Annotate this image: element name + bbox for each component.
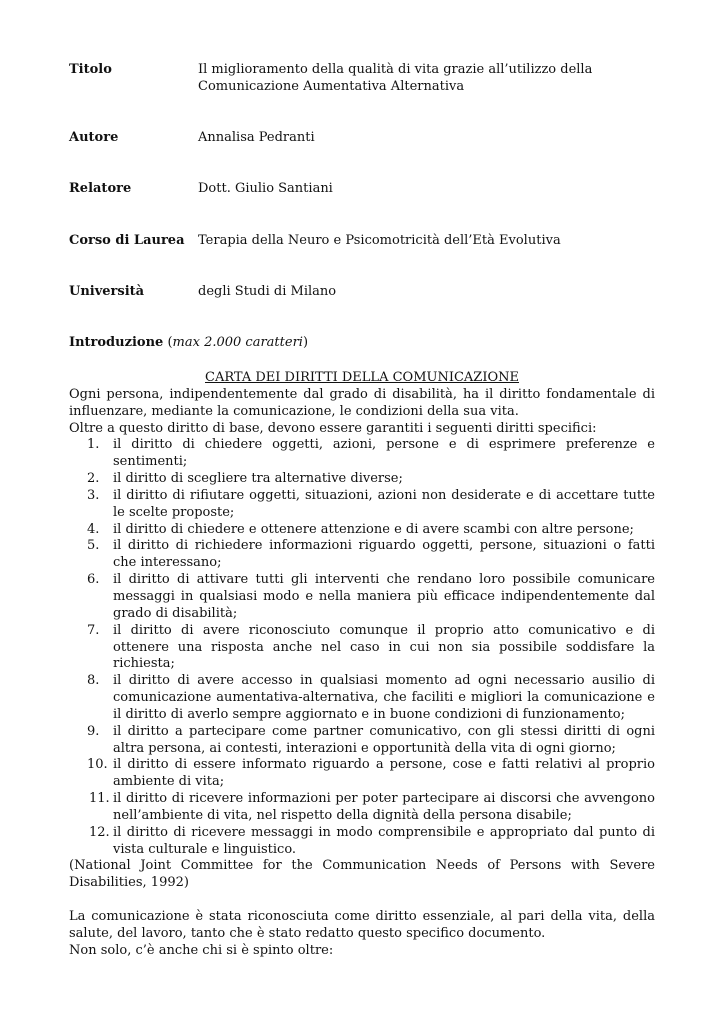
list-item-text: il diritto di avere riconosciuto comunque il proprio atto comunicativo e di ottenere una risposta anche nel caso in cui non sia possibile soddisfare la richiesta; <box>113 622 655 672</box>
list-item-number: 3. <box>87 487 100 503</box>
universita-label: Università <box>69 284 145 299</box>
list-item-text: il diritto di chiedere e ottenere attenzione e di avere scambi con altre persone; <box>113 521 634 537</box>
list-item <box>69 825 655 859</box>
list-item-number: 11. <box>89 791 110 807</box>
intro-note: max 2.000 caratteri <box>172 335 303 350</box>
intro-open-paren: ( <box>163 335 173 350</box>
closing-paragraph-1: La comunicazione è stata riconosciuta come diritto essenziale, al pari della vita, della salute, del lavoro, tanto che è stato redatto questo specifico documento. <box>69 909 655 941</box>
list-item <box>69 437 655 471</box>
list-item-number: 1. <box>87 437 100 453</box>
list-item <box>69 471 655 488</box>
list-item-number: 7. <box>87 622 100 638</box>
list-item-text: il diritto di ricevere messaggi in modo comprensibile e appropriato dal punto di vista culturale e linguistico. <box>113 824 655 857</box>
relatore-value: Dott. Giulio Santiani <box>198 181 333 196</box>
list-item <box>69 572 655 623</box>
citation: (National Joint Committee for the Communication Needs of Persons with Severe Disabilities, 1992) <box>69 858 655 891</box>
list-item-text: il diritto di scegliere tra alternative diverse; <box>113 471 403 487</box>
list-item <box>69 522 655 539</box>
list-item-number: 5. <box>87 538 100 554</box>
blank-line <box>69 892 655 909</box>
autore-value: Annalisa Pedranti <box>198 130 315 145</box>
intro-label: Introduzione <box>69 335 164 350</box>
charter-paragraph-2: Oltre a questo diritto di base, devono essere garantiti i seguenti diritti specifici: <box>69 420 597 436</box>
titolo-label: Titolo <box>69 62 112 77</box>
relatore-label: Relatore <box>69 181 132 196</box>
list-item <box>69 791 655 825</box>
list-item-text: il diritto di avere accesso in qualsiasi momento ad ogni necessario ausilio di comunicazione aumentativa-alternativa, che faciliti e migliori la comunicazione e il diritto di averlo sempre aggiornato e in buone condizioni di funzionamento; <box>113 673 655 722</box>
list-item-number: 9. <box>87 723 100 739</box>
charter-paragraph-1: Ogni persona, indipendentemente dal grado di disabilità, ha il diritto fondamentale di influenzare, mediante la comunicazione, le condizioni della sua vita. <box>69 386 655 419</box>
universita-value: degli Studi di Milano <box>198 284 337 299</box>
list-item-number: 12. <box>89 824 110 840</box>
list-item-text: il diritto di richiedere informazioni riguardo oggetti, persone, situazioni o fatti che interessano; <box>113 538 655 571</box>
titolo-value: Il miglioramento della qualità di vita grazie all’utilizzo della Comunicazione Aumentativa Alternativa <box>198 62 593 94</box>
list-item-number: 6. <box>87 572 100 588</box>
list-item-text: il diritto di chiedere oggetti, azioni, persone e di esprimere preferenze e sentimenti; <box>113 437 655 470</box>
closing-paragraph-2: Non solo, c’è anche chi si è spinto oltre: <box>69 942 334 958</box>
list-item-text: il diritto di rifiutare oggetti, situazioni, azioni non desiderate e di accettare tutte le scelte proposte; <box>113 487 655 520</box>
list-item-number: 10. <box>87 757 108 773</box>
list-item <box>69 724 655 758</box>
list-item <box>69 623 655 674</box>
body-text <box>69 370 655 960</box>
list-item-text: il diritto a partecipare come partner comunicativo, con gli stessi diritti di ogni altra persona, ai contesti, interazioni e opportunità della vita di ogni giorno; <box>113 723 655 756</box>
corso-value: Terapia della Neuro e Psicomotricità dell’Età Evolutiva <box>198 233 561 248</box>
corso-label: Corso di Laurea <box>69 233 185 248</box>
list-item-text: il diritto di attivare tutti gli interventi che rendano loro possibile comunicare messaggi in qualsiasi modo e nella maniera più efficace indipendentemente dal grado di disabilità; <box>113 572 655 621</box>
intro-close-paren: ) <box>302 335 309 350</box>
rights-list <box>69 437 655 858</box>
list-item-number: 4. <box>87 521 100 537</box>
list-item-number: 8. <box>87 673 100 689</box>
list-item-text: il diritto di ricevere informazioni per poter partecipare ai discorsi che avvengono nell’ambiente di vita, nel rispetto della dignità della persona disabile; <box>113 791 655 823</box>
autore-label: Autore <box>69 130 119 145</box>
list-item-text: il diritto di essere informato riguardo a persone, cose e fatti relativi al proprio ambiente di vita; <box>113 757 655 790</box>
charter-title: CARTA DEI DIRITTI DELLA COMUNICAZIONE <box>205 370 519 385</box>
list-item <box>69 757 655 791</box>
list-item <box>69 673 655 724</box>
list-item-number: 2. <box>87 471 100 487</box>
list-item <box>69 488 655 522</box>
intro-heading <box>69 334 308 351</box>
list-item <box>69 538 655 572</box>
